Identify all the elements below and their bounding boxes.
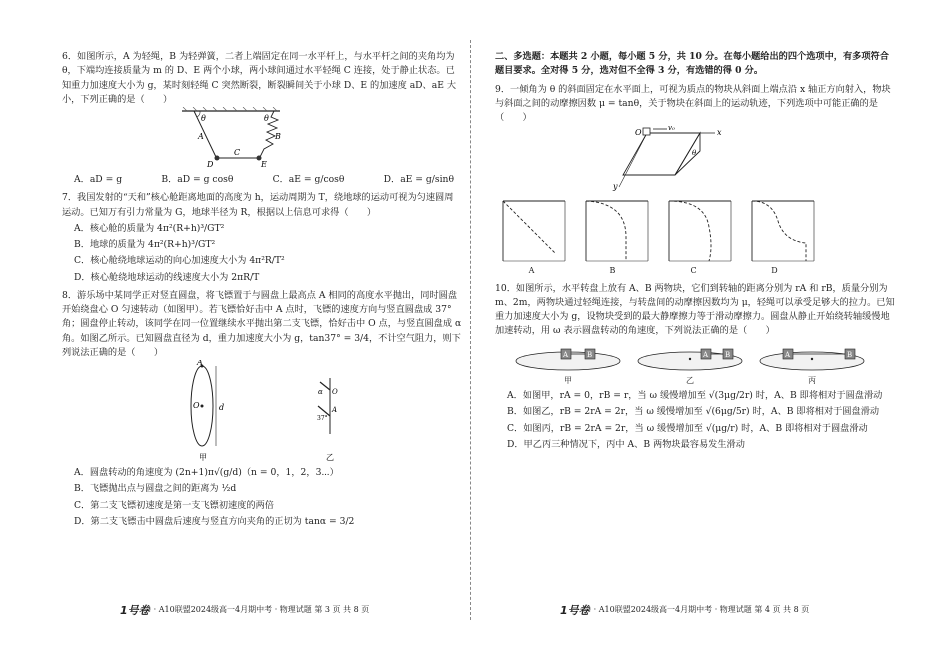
svg-text:B: B (275, 132, 281, 141)
svg-text:α: α (318, 388, 323, 396)
svg-text:37°: 37° (317, 415, 328, 422)
svg-text:B: B (847, 350, 853, 359)
option-b[interactable]: B．如图乙，rB = 2rA = 2r，当 ω 缓慢增加至 √(6μg/5r) 时，A、B 即将相对于圆盘滑动 (507, 406, 880, 418)
incline-figure (495, 125, 895, 193)
option-a[interactable]: A．核心舱的质量为 4π²(R+h)³/GT² (74, 222, 225, 234)
question-6-options (74, 173, 454, 187)
svg-text:θ: θ (201, 114, 206, 123)
option-c[interactable]: C．aE = g/cosθ (272, 174, 345, 185)
option-b[interactable]: B．飞镖抛出点与圆盘之间的距离为 ½d (74, 483, 237, 495)
dart-disc-figure (62, 360, 462, 464)
svg-text:C: C (234, 148, 241, 157)
disk-label: 乙 (686, 375, 694, 385)
page-3-column (62, 50, 462, 533)
svg-text:O: O (332, 388, 338, 396)
trajectory-graph-a[interactable] (495, 197, 570, 265)
footer-page-3 (120, 602, 369, 619)
option-a[interactable]: A．圆盘转动的角速度为 (2n+1)π√(g/d)（n = 0，1，2，3⋯） (74, 467, 339, 478)
trajectory-graph-d[interactable] (744, 197, 819, 265)
option-b[interactable]: B．地球的质量为 4π²(R+h)³/GT² (74, 239, 216, 250)
question-8 (62, 289, 462, 529)
question-10-stem: 10．如图所示，水平转盘上放有 A、B 两物块，它们到转轴的距离分别为 rA 和 rB，质量分别为 m、2m，两物块通过轻绳连接，与转盘间的动摩擦因数均为 μ，轻绳可以承受足够大的拉力。已知重力加速度大小为 g，设物块受到的最大静摩擦力等于滑动摩擦力。圆盘从静止开始绕转轴缓慢地加速转动，用 ω 表示圆盘转动的角速度，下列说法正确的是（ ） (495, 282, 895, 337)
svg-text:D: D (207, 160, 214, 169)
footer-page-4 (560, 602, 809, 619)
svg-text:O: O (193, 401, 200, 410)
exam-logo: 1号卷 (120, 604, 150, 617)
svg-text:A: A (563, 350, 569, 359)
trajectory-labels (495, 265, 895, 277)
svg-text:A: A (197, 360, 203, 367)
svg-text:B: B (725, 350, 731, 359)
svg-text:y: y (613, 182, 618, 192)
disk-label: 甲 (564, 375, 572, 385)
question-9 (495, 83, 895, 278)
exam-logo: 1号卷 (560, 604, 590, 617)
option-c[interactable]: C．核心舱绕地球运动的向心加速度大小为 4π²R/T² (74, 255, 285, 267)
question-7 (62, 191, 462, 285)
trajectory-options (495, 197, 895, 265)
svg-text:E: E (261, 160, 267, 169)
graph-label: D (771, 266, 778, 276)
question-6-stem: 6．如图所示，A 为轻绳，B 为轻弹簧，二者上端固定在同一水平杆上，与水平杆之间的夹角均为θ，下端均连接质量为 m 的 D、E 两个小球，两小球间通过水平轻绳 C 连接，处于静止状态。已知重力加速度大小为 g，某时刻轻绳 C 突然断裂，断裂瞬间关于小球 D、E 的加速度 aD、aE 大小，下列正确的是（ ） (62, 51, 457, 105)
option-c[interactable]: C．如图丙，rB = 2rA = 2r，当 ω 缓慢增加至 √(μg/r) 时，A、B 即将相对于圆盘滑动 (507, 422, 868, 434)
svg-text:甲: 甲 (199, 453, 207, 462)
question-9-stem: 9．一倾角为 θ 的斜面固定在水平面上，可视为质点的物块从斜面上端点沿 x 轴正方向射入，物块与斜面之间的动摩擦因数 μ = tanθ，关于物块在斜面上的运动轨迹，下列选项中可能正确的是（ ） (495, 83, 891, 123)
graph-label: A (528, 266, 535, 276)
turntable-bing (757, 343, 867, 373)
svg-text:θ: θ (692, 149, 697, 158)
svg-text:A: A (332, 406, 338, 414)
svg-text:v₀: v₀ (668, 125, 675, 133)
svg-text:乙: 乙 (326, 453, 334, 462)
graph-label: B (609, 266, 616, 276)
svg-text:x: x (717, 128, 722, 138)
spring-rope-figure (62, 107, 462, 169)
svg-text:B: B (587, 350, 593, 359)
footer-text: · A10联盟2024级高一4月期中考 · 物理试题 第 3 页 共 8 页 (153, 605, 370, 615)
disk-label: 丙 (808, 375, 816, 385)
svg-text:A: A (785, 350, 791, 359)
turntable-figures (513, 343, 895, 373)
svg-text:d: d (219, 403, 225, 412)
question-6 (62, 50, 462, 187)
option-b[interactable]: B．aD = g cosθ (161, 174, 234, 185)
option-a[interactable]: A．aD = g (74, 174, 123, 185)
svg-text:θ: θ (264, 114, 269, 123)
option-d[interactable]: D．核心舱绕地球运动的线速度大小为 2πR/T (74, 271, 260, 283)
option-a[interactable]: A．如图甲，rA = 0，rB = r，当 ω 缓慢增加至 √(3μg/2r) 时，A、B 即将相对于圆盘滑动 (507, 390, 883, 402)
turntable-yi (635, 343, 745, 373)
column-divider (470, 40, 471, 620)
option-d[interactable]: D．第二支飞镖击中圆盘后速度与竖直方向夹角的正切为 tanα = 3/2 (74, 515, 355, 527)
turntable-labels (513, 375, 895, 387)
question-8-stem: 8．游乐场中某同学正对竖直圆盘，将飞镖置于与圆盘上最高点 A 相同的高度水平抛出，同时圆盘开始绕盘心 O 匀速转动（如图甲）。若飞镖恰好击中 A 点时，飞镖的速度方向与竖直圆盘成 37°角；圆盘停止转动，该同学在同一位置继续水平抛出第二支飞镖，恰好击中 O 点，与竖直圆盘成 α 角。如图乙所示。已知圆盘直径为 d，重力加速度大小为 g，tan37° = 3/4，不计空气阻力，则下列说法正确的是（ ） (62, 289, 462, 358)
trajectory-graph-c[interactable] (661, 197, 736, 265)
option-c[interactable]: C．第二支飞镖初速度是第一支飞镖初速度的两倍 (74, 499, 274, 511)
footer-text: · A10联盟2024级高一4月期中考 · 物理试题 第 4 页 共 8 页 (593, 605, 810, 615)
trajectory-graph-b[interactable] (578, 197, 653, 265)
question-7-stem: 7．我国发射的“天和”核心舱距离地面的高度为 h，运动周期为 T，绕地球的运动可视为匀速圆周运动。已知万有引力常量为 G，地球半径为 R，根据以上信息可求得（ ） (62, 192, 454, 218)
svg-text:O: O (635, 128, 642, 138)
turntable-jia (513, 343, 623, 373)
page-4-column (495, 50, 895, 456)
svg-text:A: A (198, 132, 204, 141)
question-10 (495, 282, 895, 452)
option-d[interactable]: D．甲乙丙三种情况下，丙中 A、B 两物块最容易发生滑动 (507, 438, 745, 450)
graph-label: C (690, 266, 697, 276)
svg-text:A: A (703, 350, 709, 359)
section-heading: 二、多选题：本题共 2 小题，每小题 5 分，共 10 分。在每小题给出的四个选项中，有多项符合题目要求。全对得 5 分，选对但不全得 3 分，有选错的得 0 分。 (495, 51, 889, 77)
option-d[interactable]: D．aE = g/sinθ (383, 174, 454, 185)
